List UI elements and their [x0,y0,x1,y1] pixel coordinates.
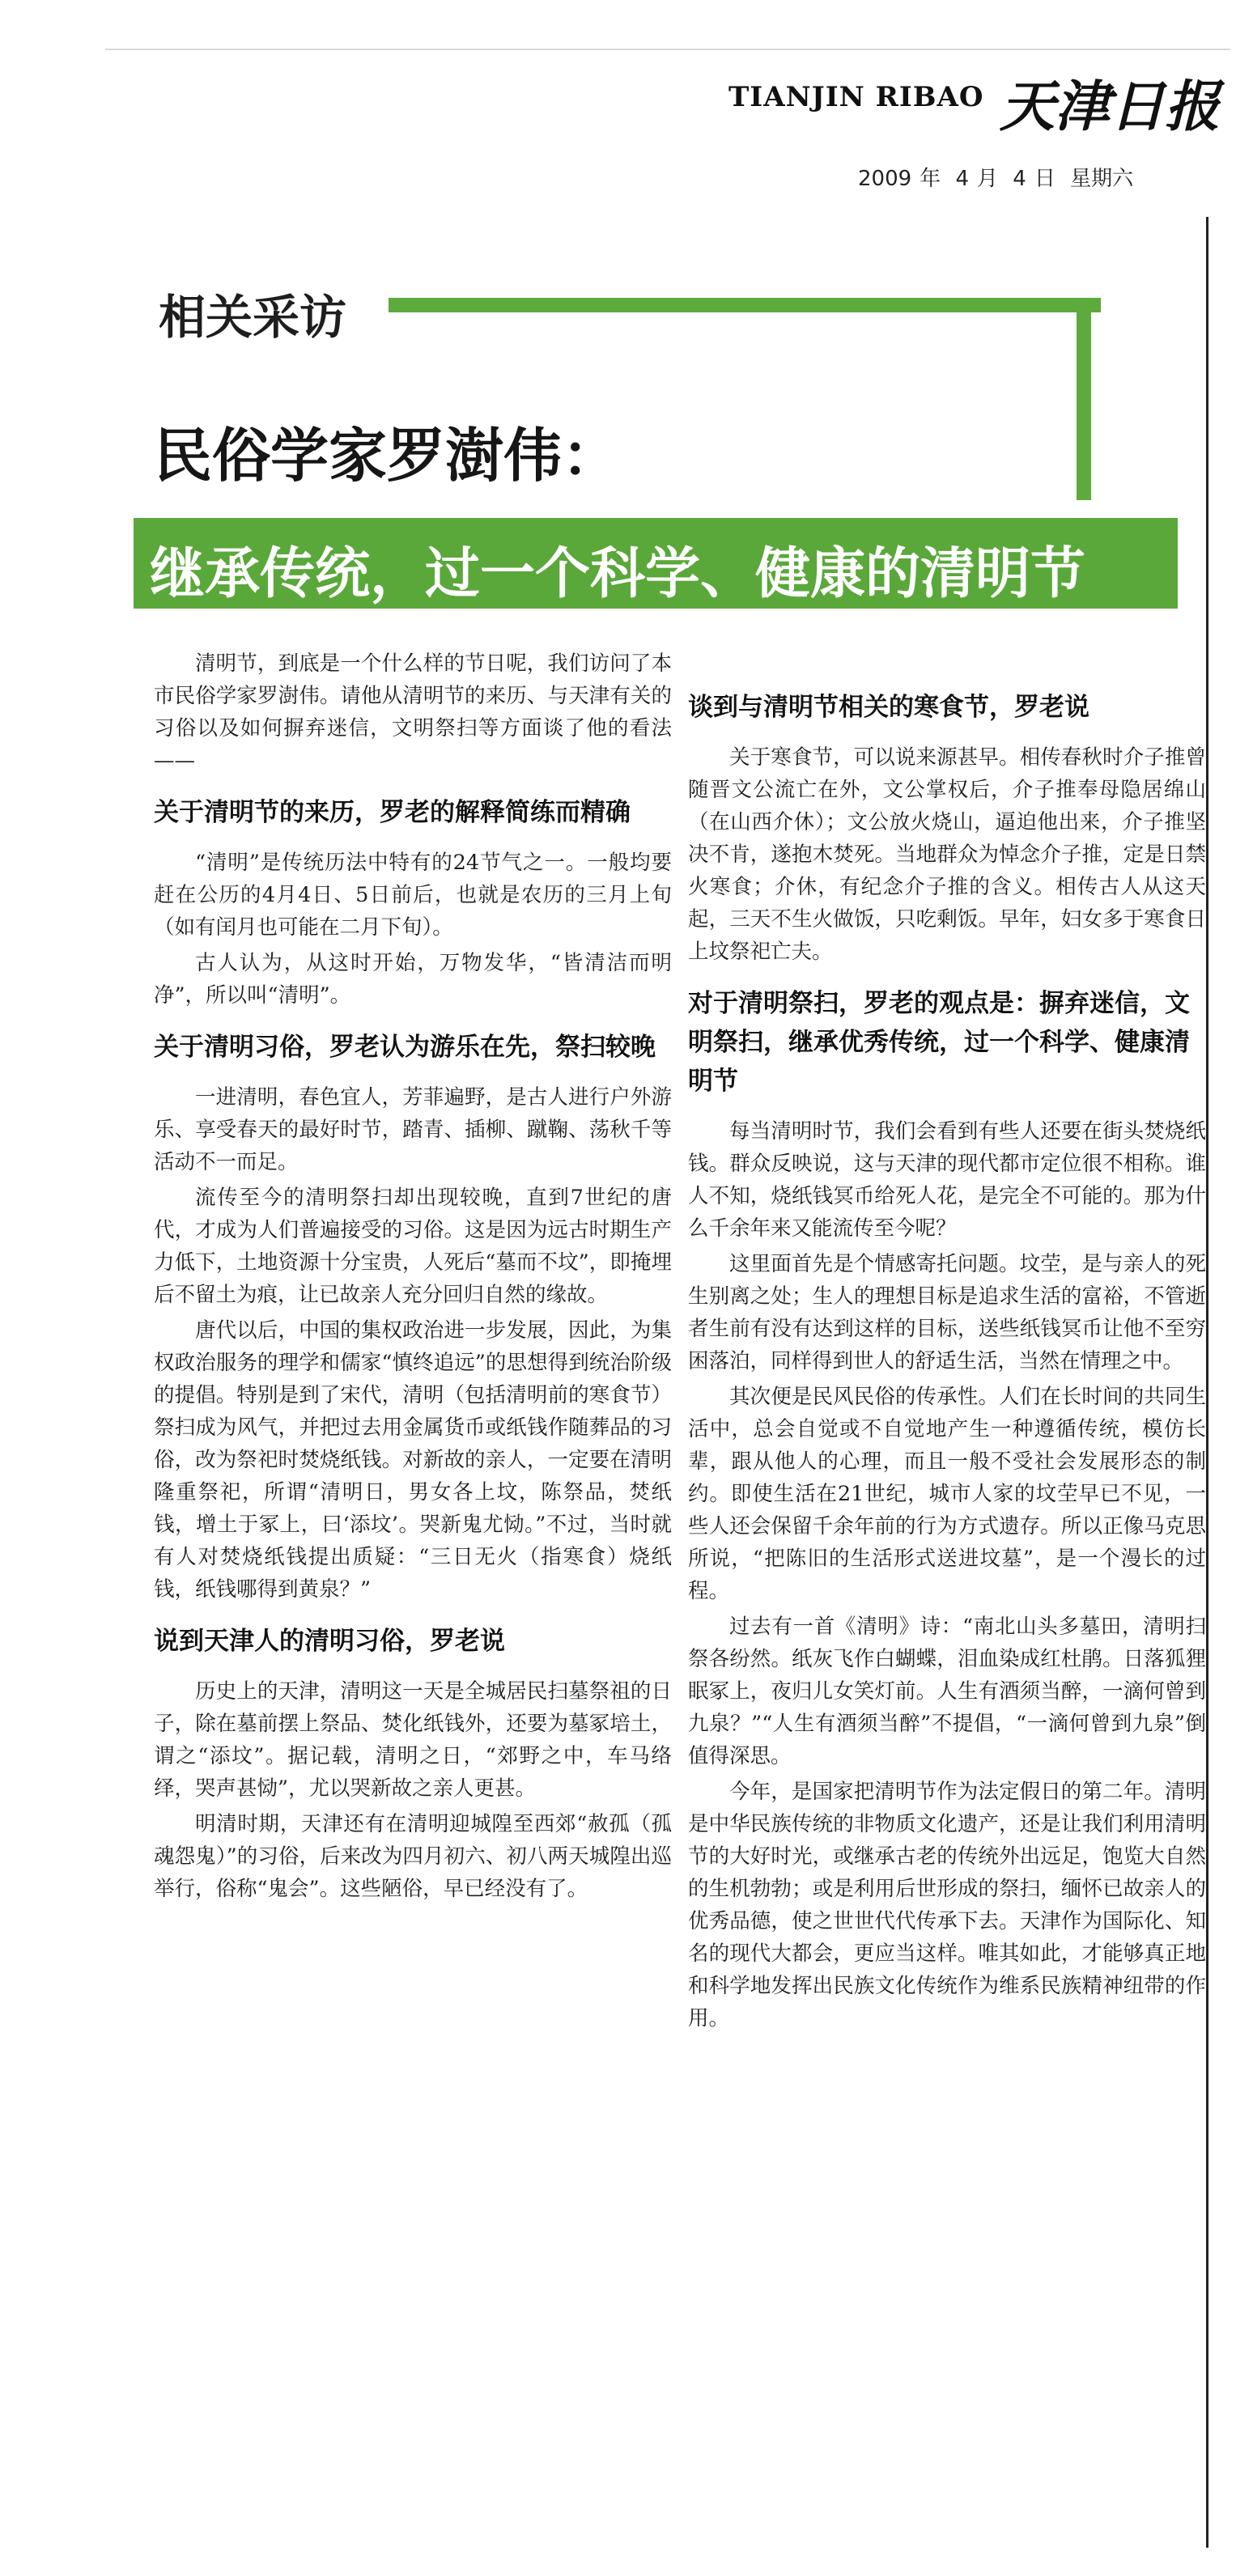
date-day: 4 [1013,167,1026,191]
left-column [154,647,672,1908]
top-rule [105,49,1230,50]
masthead-name-en: TIANJIN RIBAO [728,81,984,113]
right-column-rule [1206,217,1208,2548]
paragraph: 流传至今的清明祭扫却出现较晚，直到7世纪的唐代，才成为人们普遍接受的习俗。这是因为远古时期生产力低下，土地资源十分宝贵，人死后“墓而不坟”，即掩埋后不留土为痕，让已故亲人充分回归自然的缘故。 [154,1186,672,1307]
date-month: 4 [955,167,969,191]
article-subtitle: 继承传统，过一个科学、健康的清明节 [150,542,1086,606]
date-year-suffix: 年 [920,167,941,191]
paragraph: 这里面首先是个情感寄托问题。坟茔，是与亲人的死生别离之处；生人的理想目标是追求生活的富裕，不管逝者生前有没有达到这样的目标，送些纸钱冥币让他不至穷困落泊，同样得到世人的舒适生活，当然在情理之中。 [688,1252,1206,1373]
section-heading-tianjin: 说到天津人的清明习俗，罗老说 [154,1627,505,1656]
masthead-name-cn: 天津日报 [1000,74,1221,139]
date-day-suffix: 日 [1034,167,1055,191]
paragraph: “清明”是传统历法中特有的24节气之一。一般均要赶在公历的4月4日、5日前后，也就是农历的三月上旬（如有闰月也可能在二月下旬）。 [154,851,672,940]
green-frame-horizontal [389,298,1101,312]
masthead [728,63,1221,139]
paragraph: 每当清明时节，我们会看到有些人还要在街头焚烧纸钱。群众反映说，这与天津的现代都市定位很不相称。谁人不知，烧纸钱冥币给死人花，是完全不可能的。那为什么千余年来又能流传至今呢？ [688,1119,1206,1241]
paragraph: 今年，是国家把清明节作为法定假日的第二年。清明是中华民族传统的非物质文化遗产，还是让我们利用清明节的大好时光，或继承古老的传统外出远足，饱览大自然的生机勃勃；或是利用后世形成的祭扫，缅怀已故亲人的优秀品德，使之世世代代传承下去。天津作为国际化、知名的现代大都会，更应当这样。唯其如此，才能够真正地和科学地发挥出民族文化传统作为维系民族精神纽带的作用。 [688,1780,1206,2031]
section-label: 相关采访 [159,290,347,345]
paragraph: 明清时期，天津还有在清明迎城隍至西郊“赦孤（孤魂怨鬼）”的习俗，后来改为四月初六、初八两天城隍出巡举行，俗称“鬼会”。这些陋俗，早已经没有了。 [154,1812,672,1901]
section-heading-hanshi: 谈到与清明节相关的寒食节，罗老说 [688,693,1089,722]
section-heading-viewpoint: 对于清明祭扫，罗老的观点是：摒弃迷信，文明祭扫，继承优秀传统，过一个科学、健康清明节 [688,989,1190,1096]
date-year: 2009 [858,167,912,191]
intro-paragraph: 清明节，到底是一个什么样的节日呢，我们访问了本市民俗学家罗澍伟。请他从清明节的来历、与天津有关的习俗以及如何摒弃迷信，文明祭扫等方面谈了他的看法—— [154,651,672,773]
right-column [688,647,1206,2038]
green-frame-vertical [1077,298,1091,500]
article-title: 民俗学家罗澍伟： [154,422,621,490]
paragraph: 关于寒食节，可以说来源甚早。相传春秋时介子推曾随晋文公流亡在外，文公掌权后，介子推奉母隐居绵山（在山西介休）；文公放火烧山，逼迫他出来，介子推坚决不肯，遂抱木焚死。当地群众为悼念介子推，定是日禁火寒食；介休，有纪念介子推的含义。相传古人从这天起，三天不生火做饭，只吃剩饭。早年，妇女多于寒食日上坟祭祀亡夫。 [688,745,1206,964]
paragraph: 一进清明，春色宜人，芳菲遍野，是古人进行户外游乐、享受春天的最好时节，踏青、插柳、蹴鞠、荡秋千等活动不一而足。 [154,1085,672,1174]
date-month-suffix: 月 [977,167,999,191]
paragraph: 古人认为，从这时开始，万物发华，“皆清洁而明净”，所以叫“清明”。 [154,951,672,1008]
paragraph: 唐代以后，中国的集权政治进一步发展，因此，为集权政治服务的理学和儒家“慎终追远”的思想得到统治阶级的提倡。特别是到了宋代，清明（包括清明前的寒食节）祭扫成为风气，并把过去用金属货币或纸钱作随葬品的习俗，改为祭祀时焚烧纸钱。对新故的亲人，一定要在清明隆重祭祀，所谓“清明日，男女各上坟，陈祭品，焚纸钱，增土于冢上，曰‘添坟’。哭新鬼尤恸。”不过，当时就有人对焚烧纸钱提出质疑：“三日无火（指寒食）烧纸钱，纸钱哪得到黄泉？” [154,1318,672,1602]
paragraph: 过去有一首《清明》诗：“南北山头多墓田，清明扫祭各纷然。纸灰飞作白蝴蝶，泪血染成红杜鹃。日落狐狸眠冢上，夜归儿女笑灯前。人生有酒须当醉，一滴何曾到九泉？”“人生有酒须当醉”不提倡，“一滴何曾到九泉”倒值得深思。 [688,1615,1206,1768]
paragraph: 其次便是民风民俗的传承性。人们在长时间的共同生活中，总会自觉或不自觉地产生一种遵循传统，模仿长辈，跟从他人的心理，而且一般不受社会发展形态的制约。即使生活在21世纪，城市人家的坟茔早已不见，一些人还会保留千余年前的行为方式遗存。所以正像马克思所说，“把陈旧的生活形式送进坟墓”，是一个漫长的过程。 [688,1385,1206,1603]
date-weekday: 星期六 [1070,167,1134,191]
section-heading-origin: 关于清明节的来历，罗老的解释简练而精确 [154,798,631,827]
dateline [858,162,1141,192]
section-heading-customs: 关于清明习俗，罗老认为游乐在先，祭扫较晚 [154,1033,656,1062]
paragraph: 历史上的天津，清明这一天是全城居民扫墓祭祖的日子，除在墓前摆上祭品、焚化纸钱外，还要为墓冢培土，谓之“添坟”。据记载，清明之日，“郊野之中，车马络绎，哭声甚恸”，尤以哭新故之亲人更甚。 [154,1679,672,1801]
